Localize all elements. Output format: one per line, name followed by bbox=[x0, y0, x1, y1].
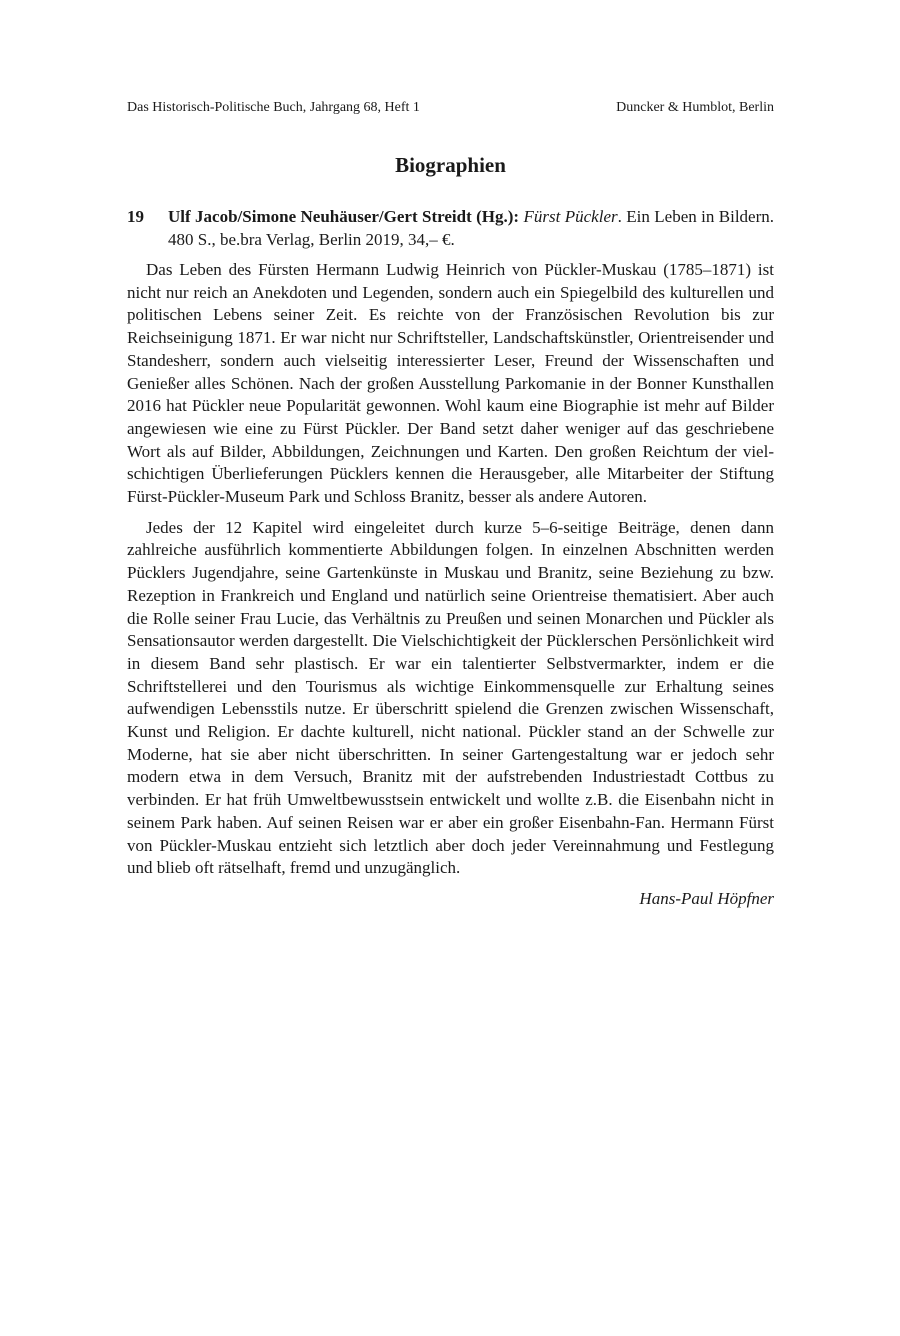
entry-reference bbox=[168, 206, 774, 252]
entry-number: 19 bbox=[127, 207, 144, 226]
review-paragraph: Jedes der 12 Kapitel wird eingeleitet durch kurze 5–6-seitige Beiträge, denen dann zahlreiche ausführlich kommentierte Abbildungen folgen. In einzelnen Abschnitten werden Pücklers Jugendjahre, seine Gartenkünste in Muskau und Branitz, seine Beziehung zu bzw. Rezeption in Frankreich und England und natürlich seine Orientreise thematisiert. Aber auch die Rolle seiner Frau Lucie, das Verhältnis zu Preußen und seinen Monarchen und Pückler als Sensationsautor werden dargestellt. Die Vielschichtigkeit der Pücklerschen Persönlichkeit wird in diesem Band sehr plastisch. Er war ein talentierter Selbstvermarkter, indem er die Schriftstellerei und den Tourismus als wichtige Einkommensquelle zur Erhaltung seines aufwendigen Lebensstils nutze. Er überschritt spielend die Grenzen zwischen Wissenschaft, Kunst und Religion. Er dachte kulturell, nicht national. Pückler stand an der Schwelle zur Moderne, hat sie aber nicht überschritten. In seiner Gartengestaltung war er jedoch sehr modern etwa in dem Versuch, Branitz mit der aufstrebenden Industriestadt Cottbus zu verbinden. Er hat früh Umweltbewusstsein entwickelt und wollte z.B. die Eisenbahn nicht in seinem Park haben. Auf seinen Reisen war er aber ein großer Eisenbahn-Fan. Hermann Fürst von Pückler-Muskau entzieht sich letztlich aber doch jeder Vereinnahmung und Festlegung und blieb oft rätselhaft, fremd und unzugänglich. bbox=[127, 517, 774, 878]
review-paragraph: Das Leben des Fürsten Hermann Ludwig Heinrich von Pückler-Muskau (1785–1871) ist nicht nur reich an Anekdoten und Legenden, sondern auch ein Spiegelbild des kulturellen und politischen Lebens seiner Zeit. Es reichte von der Französischen Revolution bis zur Reichseinigung 1871. Er war nicht nur Schriftsteller, Landschaftskünstler, Orientreisender und Standesherr, sondern auch vielseitig interessierter Leser, Freund der Wissenschaften und Genießer alles Schönen. Nach der großen Ausstellung Parkomanie in der Bonner Kunsthallen 2016 hat Pückler neue Popularität gewonnen. Wohl kaum eine Biographie ist mehr auf Bilder angewiesen wie eine zu Fürst Pückler. Der Band setzt daher weniger auf das geschriebene Wort als auf Bilder, Abbildungen, Zeichnungen und Karten. Den großen Reichtum der vielschichtigen Überlieferungen Pücklers kennen die Herausgeber, alle Mitarbeiter der Stiftung Fürst-Pückler-Museum Park und Schloss Branitz, besser als andere Autoren. bbox=[127, 260, 774, 507]
section-title: Biographien bbox=[395, 153, 506, 177]
journal-title: Das Historisch-Politische Buch, Jahrgang 68, Heft 1 bbox=[127, 100, 420, 115]
bibliographic-entry bbox=[127, 206, 774, 252]
entry-details: . Ein Leben in Bildern. 480 S., be.bra Verlag, Berlin 2019, 34,– €. bbox=[168, 207, 775, 249]
entry-work-title: Fürst Pückler bbox=[523, 207, 618, 226]
running-header bbox=[127, 99, 774, 117]
review-text bbox=[127, 259, 774, 919]
reviewer-signature: Hans-Paul Höpfner bbox=[639, 888, 774, 908]
entry-authors: Ulf Jacob/Simone Neuhäuser/Gert Streidt (Hg.): bbox=[168, 207, 520, 226]
publisher-name: Duncker & Humblot, Berlin bbox=[616, 100, 774, 115]
